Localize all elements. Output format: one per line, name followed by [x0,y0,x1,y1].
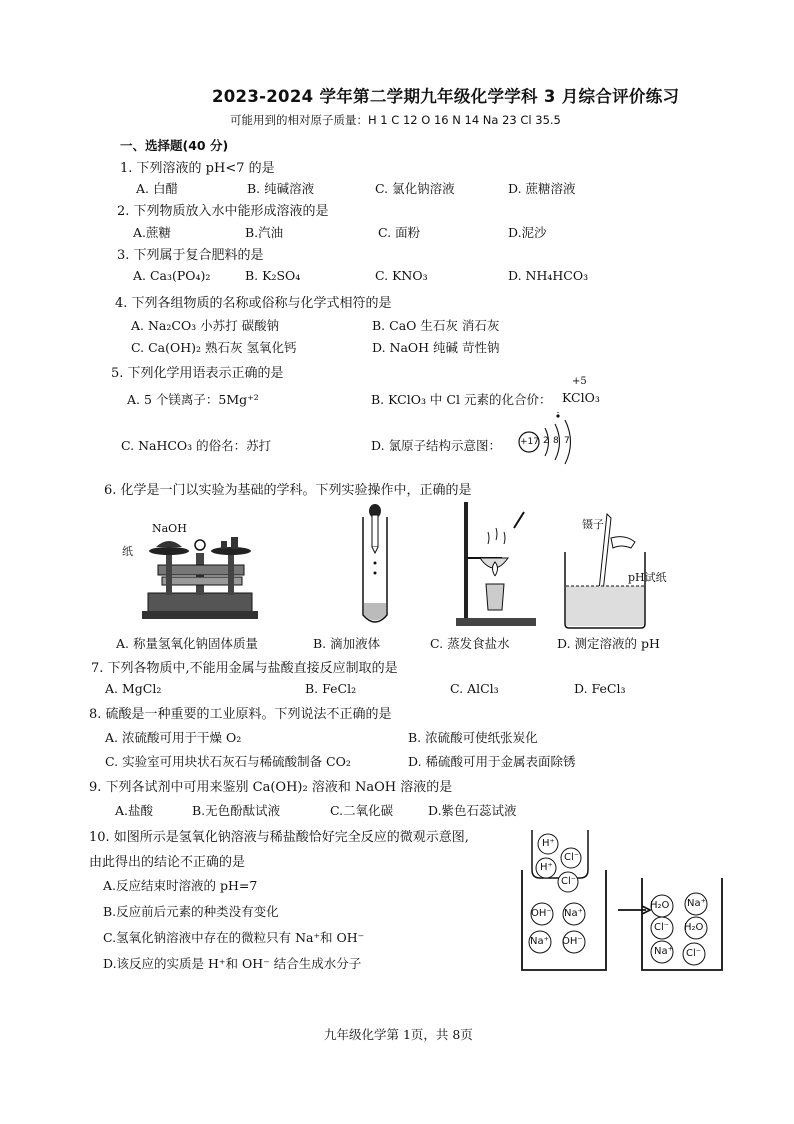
shell-1: 2 [543,436,549,446]
page-footer: 九年级化学第 1页，共 8页 [324,1027,473,1042]
q8-option-d: D. 稀硫酸可用于金属表面除锈 [408,754,576,769]
q3-option-d: D. NH₄HCO₃ [508,268,589,283]
shell-2: 8 [553,436,559,446]
q10-option-c: C.氢氧化钠溶液中存在的微粒只有 Na⁺和 OH⁻ [103,930,365,945]
ion-na-3: Na⁺ [687,898,706,909]
q7-option-c: C. AlCl₃ [450,681,499,696]
q3-option-a: A. Ca₃(PO₄)₂ [133,268,211,283]
q7-stem: 7. 下列各物质中,不能用金属与盐酸直接反应制取的是 [91,661,398,676]
q4-option-c: C. Ca(OH)₂ 熟石灰 氢氧化钙 [131,340,297,355]
q9-option-a: A.盐酸 [115,803,154,818]
q5-stem: 5. 下列化学用语表示正确的是 [111,366,284,381]
q8-stem: 8. 硫酸是一种重要的工业原料。下列说法不正确的是 [89,707,392,722]
q1-option-d: D. 蔗糖溶液 [508,181,576,196]
q4-option-a: A. Na₂CO₃ 小苏打 碳酸钠 [131,318,280,333]
q10-option-b: B.反应前后元素的种类没有变化 [103,904,279,919]
ion-na-4: Na⁺ [654,946,673,957]
q10-stem-cont: 由此得出的结论不正确的是 [89,855,246,870]
ion-cl-1: Cl⁻ [564,852,580,863]
atomic-masses-note: 可能用到的相对原子质量：H 1 C 12 O 16 N 14 Na 23 Cl 35.5 [230,113,561,127]
q7-option-d: D. FeCl₃ [574,681,626,696]
q7-option-b: B. FeCl₂ [305,681,357,696]
q5-option-b: B. KClO₃ 中 Cl 元素的化合价： [371,392,552,407]
label-naoh: NaOH [152,522,187,535]
valence-label: +5 [572,376,587,387]
q3-stem: 3. 下列属于复合肥料的是 [117,248,264,263]
q6-option-a: A. 称量氢氧化钠固体质量 [116,636,258,651]
balance-illustration [120,515,270,625]
ion-h2o-1: H₂O [650,900,670,911]
q2-option-b: B.汽油 [245,225,284,240]
q3-option-b: B. K₂SO₄ [245,268,301,283]
section-heading: 一、选择题(40 分) [120,138,229,153]
q4-option-d: D. NaOH 纯碱 苛性钠 [372,340,500,355]
q2-stem: 2. 下列物质放入水中能形成溶液的是 [117,204,329,219]
q5-option-a: A. 5 个镁离子：5Mg⁺² [127,392,259,407]
ion-oh-2: OH⁻ [562,936,583,947]
q1-stem: 1. 下列溶液的 pH<7 的是 [120,161,275,176]
q8-option-b: B. 浓硫酸可使纸张炭化 [408,730,538,745]
page-title: 2023-2024 学年第二学期九年级化学学科 3 月综合评价练习 [212,87,680,106]
ion-h-1: H⁺ [542,838,555,849]
q3-option-c: C. KNO₃ [375,268,428,283]
ion-h-2: H⁺ [540,862,553,873]
q10-stem: 10. 如图所示是氢氧化钠溶液与稀盐酸恰好完全反应的微观示意图, [89,830,469,845]
q2-option-d: D.泥沙 [508,225,547,240]
label-paper: 纸 [122,545,133,558]
label-ph-paper: pH试纸 [628,571,667,584]
q2-option-c: C. 面粉 [378,225,421,240]
q6-option-b: B. 滴加液体 [313,636,381,651]
dropper-test-tube-illustration [350,503,400,628]
evaporation-illustration [452,500,542,632]
ion-cl-2: Cl⁻ [561,876,577,887]
ion-cl-3: Cl⁻ [654,922,670,933]
q8-option-a: A. 浓硫酸可用于干燥 O₂ [105,730,242,745]
q4-stem: 4. 下列各组物质的名称或俗称与化学式相符的是 [115,296,392,311]
ion-na-1: Na⁺ [564,908,583,919]
q1-option-a: A. 白醋 [136,181,178,196]
q5-option-d: D. 氯原子结构示意图： [371,438,502,453]
ion-oh-1: OH⁻ [531,908,552,919]
q8-option-c: C. 实验室可用块状石灰石与稀硫酸制备 CO₂ [105,754,351,769]
q9-stem: 9. 下列各试剂中可用来鉴别 Ca(OH)₂ 溶液和 NaOH 溶液的是 [89,780,453,795]
label-tweezers: 镊子 [582,518,604,531]
valence-formula: KClO₃ [562,390,600,405]
q7-option-a: A. MgCl₂ [105,681,162,696]
q1-option-c: C. 氯化钠溶液 [375,181,455,196]
q4-option-b: B. CaO 生石灰 消石灰 [372,318,500,333]
q1-option-b: B. 纯碱溶液 [247,181,315,196]
q2-option-a: A.蔗糖 [133,225,172,240]
q10-option-d: D.该反应的实质是 H⁺和 OH⁻ 结合生成水分子 [103,956,362,971]
q6-option-c: C. 蒸发食盐水 [430,636,510,651]
ion-h2o-2: H₂O [684,922,704,933]
nucleus-charge: +17 [520,437,539,447]
q6-option-d: D. 测定溶液的 pH [557,636,660,651]
q10-option-a: A.反应结束时溶液的 pH=7 [103,878,258,893]
q5-option-c: C. NaHCO₃ 的俗名：苏打 [121,438,272,453]
ion-na-2: Na⁺ [530,936,549,947]
shell-3: 7 [564,436,570,446]
ion-cl-4: Cl⁻ [686,948,702,959]
q6-stem: 6. 化学是一门以实验为基础的学科。下列实验操作中，正确的是 [104,483,472,498]
q9-option-b: B.无色酚酞试液 [192,803,281,818]
q9-option-c: C.二氧化碳 [330,803,394,818]
q9-option-d: D.紫色石蕊试液 [428,803,517,818]
